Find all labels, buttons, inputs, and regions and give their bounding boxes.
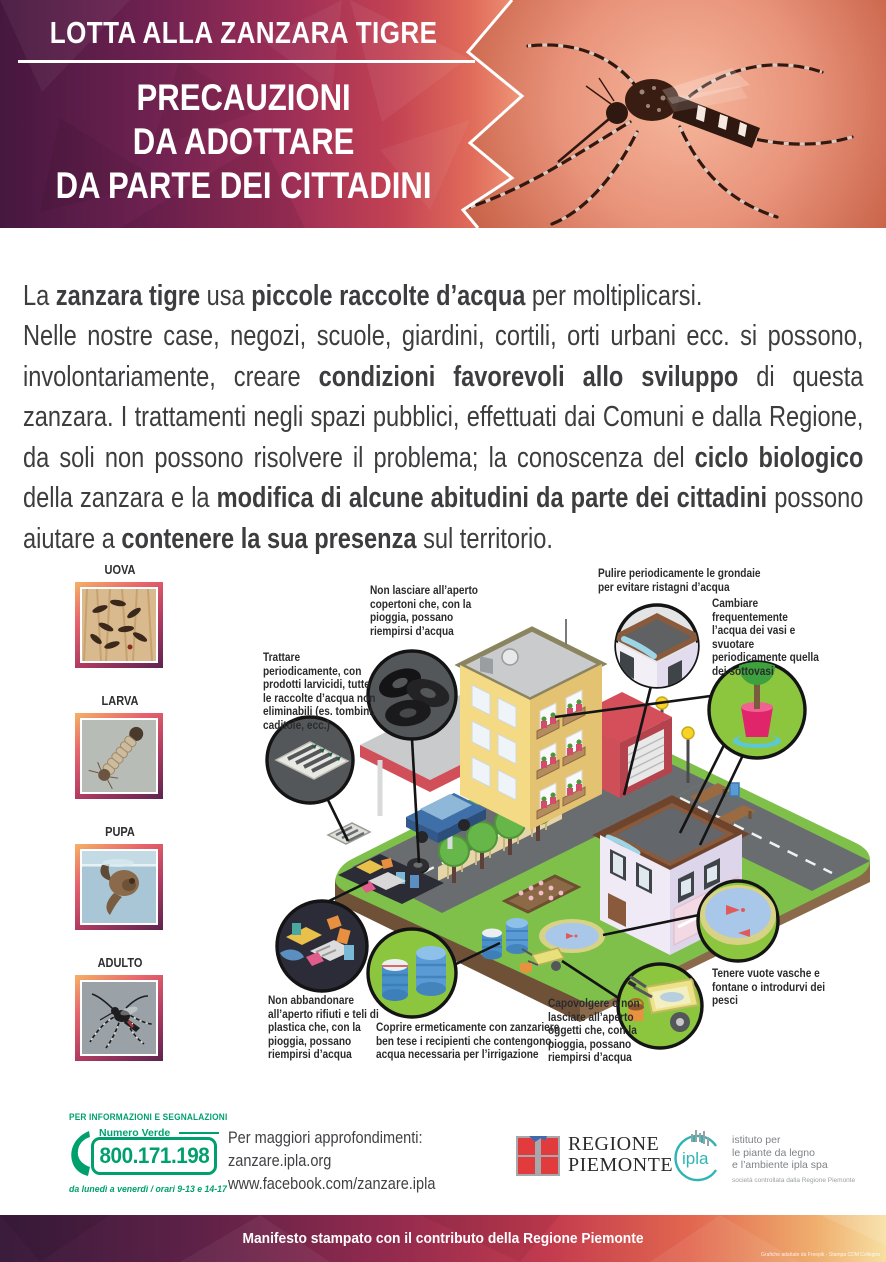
- lifecycle-frame: [75, 582, 163, 668]
- lifecycle-frame: [75, 844, 163, 930]
- intro-paragraph: La zanzara tigre usa piccole raccolte d’acqua per moltiplicarsi. Nelle nostre case, negozi, scuole, giardini, cortili, orti urbani ecc. si possono, involontariamente, creare condizioni favorevoli allo sviluppo di questa zanzara. I trattamenti negli spazi pubblici, effettuati dai Comuni e dalla Regione, da soli non possono risolvere il problema; la conoscenza del ciclo biologico della zanzara e la modifica di alcune abitudini da parte dei cittadini possono aiutare a contenere la sua presenza sul territorio.: [23, 279, 864, 555]
- callout-objects-text: Capovolgere o non lasciare all’aperto oggetti che, con la pioggia, possano riempirsi d’acqua: [548, 998, 640, 1064]
- lifecycle-sidebar: [75, 563, 165, 1087]
- poster-kicker: LOTTA ALLA ZANZARA TIGRE: [49, 15, 438, 50]
- apartment-building: [460, 619, 602, 830]
- lifecycle-item-larva: [75, 694, 165, 799]
- numero-verde-box: [91, 1127, 219, 1177]
- title-line-2: DA ADOTTARE: [132, 121, 355, 162]
- ipla-subline: società controllata dalla Regione Piemonte: [732, 1176, 856, 1184]
- ipla-logo: [672, 1126, 855, 1187]
- callout-tires-text: Non lasciare all’aperto copertoni che, con la pioggia, possano riempirsi d’acqua: [370, 585, 478, 638]
- infographic: [210, 545, 886, 1100]
- ipla-line: e l’ambiente ipla spa: [732, 1159, 828, 1171]
- poster-title: [0, 76, 487, 208]
- phone-number: 800.171.198: [99, 1143, 209, 1168]
- header-banner: [0, 0, 886, 228]
- title-line-1: PRECAUZIONI: [136, 77, 351, 118]
- phone-hours: da lunedì a venerdì / orari 9-13 e 14-17: [69, 1184, 227, 1195]
- regione-piemonte-shield-icon: [515, 1133, 561, 1177]
- lifecycle-label: UOVA: [104, 563, 136, 577]
- callout-pots-text: Cambiare frequentemente l’acqua dei vasi e svuotare periodicamente quella dei sottovasi: [712, 598, 819, 678]
- ipla-line: le piante da legno: [732, 1146, 815, 1159]
- print-credit: Grafiche adattate da Freepik - Stampa CDM Collegno: [761, 1252, 880, 1258]
- lifecycle-item-adulto: [75, 956, 165, 1061]
- numero-verde-widget: [69, 1127, 221, 1179]
- regione-line: PIEMONTE: [568, 1154, 674, 1176]
- gutter-callout-icon: [610, 605, 704, 695]
- more-info-block: [228, 1127, 439, 1196]
- more-info-label: Per maggiori approfondimenti:: [228, 1129, 423, 1147]
- lifecycle-frame: [75, 713, 163, 799]
- footer: [0, 1100, 886, 1215]
- containers-callout-icon: [368, 929, 456, 1017]
- callout-waste-text: Non abbandonare all’aperto rifiuti e teli di plastica che, con la pioggia, possano riempirsi d’acqua: [268, 995, 379, 1061]
- bottom-bar-text: Manifesto stampato con il contributo della Regione Piemonte: [242, 1230, 644, 1247]
- eggs-photo: [80, 587, 158, 663]
- tires-callout-icon: [368, 651, 456, 739]
- ipla-text: [732, 1134, 855, 1187]
- callout-containers-text: Coprire ermeticamente con zanzariere ben tese i recipienti che contengono acqua necessaria per l’irrigazione: [376, 1022, 560, 1061]
- numero-verde-label: Numero Verde: [99, 1127, 171, 1139]
- garden-pond: [539, 919, 605, 953]
- ipla-line: istituto per: [732, 1134, 781, 1146]
- info-reports-label: PER INFORMAZIONI E SEGNALAZIONI: [69, 1112, 228, 1122]
- lifecycle-frame: [75, 975, 163, 1061]
- lifecycle-item-pupa: [75, 825, 165, 930]
- waste-callout-icon: [277, 901, 367, 991]
- adult-mosquito-photo: [80, 980, 158, 1056]
- facebook-url: www.facebook.com/zanzare.ipla: [228, 1175, 436, 1193]
- lifecycle-label: PUPA: [105, 825, 135, 839]
- street-drain: [328, 823, 370, 844]
- phone-icon: [69, 1129, 91, 1177]
- callout-drains-text: Trattare periodicamente, con prodotti larvicidi, tutte le raccolte d’acqua non eliminabili (es. tombini, caditoie, ecc.): [263, 652, 376, 732]
- regione-piemonte-text: [568, 1134, 673, 1176]
- website-url: zanzare.ipla.org: [228, 1152, 332, 1170]
- fountain-callout-icon: [698, 881, 778, 961]
- callout-gutters-text: Pulire periodicamente le grondaie per evitare ristagni d’acqua: [598, 568, 761, 594]
- title-line-3: DA PARTE DEI CITTADINI: [55, 165, 432, 206]
- larva-photo: [80, 718, 158, 794]
- bottom-bar: [0, 1215, 886, 1262]
- pupa-photo: [80, 849, 158, 925]
- ipla-mark-icon: [672, 1126, 724, 1182]
- svg-text:ipla: ipla: [682, 1149, 709, 1168]
- lifecycle-label: ADULTO: [97, 956, 143, 970]
- lifecycle-label: LARVA: [101, 694, 139, 708]
- regione-piemonte-logo: [515, 1133, 673, 1177]
- callout-fountains-text: Tenere vuote vasche e fontane o introdurvi dei pesci: [712, 968, 826, 1007]
- phone-number-box: [91, 1137, 217, 1175]
- kicker-underline: [18, 60, 475, 63]
- lifecycle-item-uova: [75, 563, 165, 668]
- numero-verde-line: [179, 1132, 219, 1134]
- regione-line: REGIONE: [568, 1133, 660, 1155]
